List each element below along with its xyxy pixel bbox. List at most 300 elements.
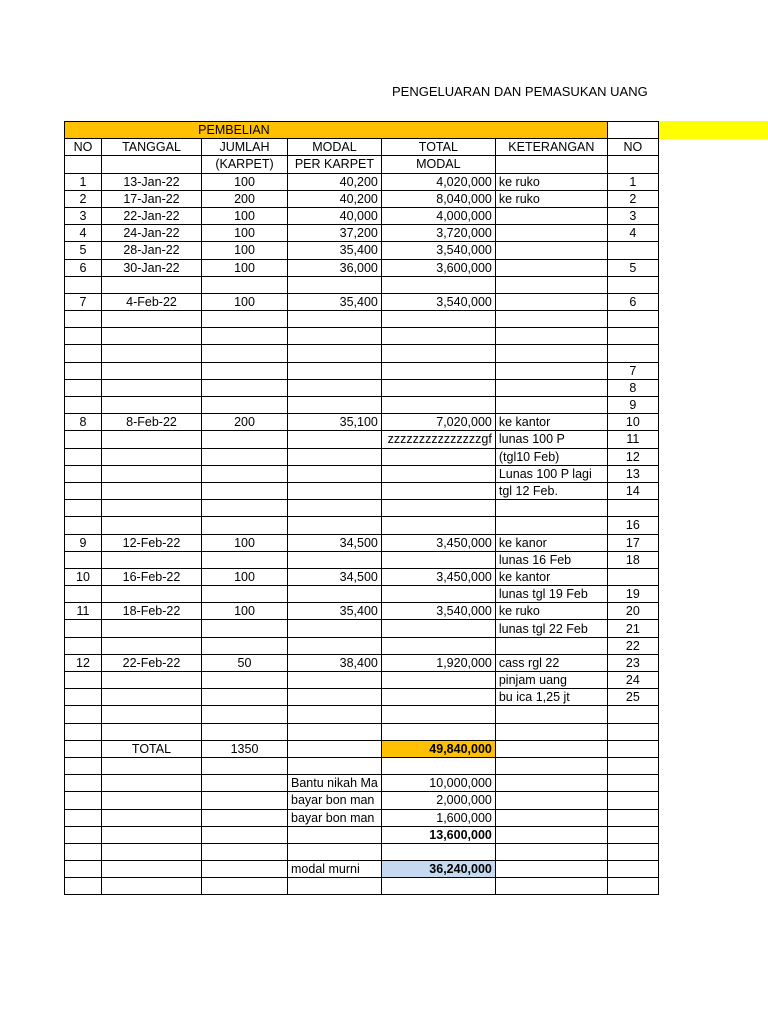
cell-no-2[interactable]: 13	[607, 465, 658, 482]
cell-total[interactable]: 4,000,000	[381, 207, 495, 224]
cell-jumlah[interactable]	[202, 448, 288, 465]
cell-keterangan[interactable]: lunas tgl 22 Feb	[495, 620, 607, 637]
cell-no-2[interactable]: 19	[607, 586, 658, 603]
cell-total[interactable]	[381, 517, 495, 534]
summary-label[interactable]	[288, 757, 382, 774]
cell-modal[interactable]	[288, 276, 382, 293]
cell-no[interactable]: 7	[65, 293, 102, 310]
cell-no[interactable]	[65, 448, 102, 465]
cell-keterangan[interactable]	[495, 276, 607, 293]
cell-no-2[interactable]: 11	[607, 431, 658, 448]
summary-label[interactable]: bayar bon man	[288, 809, 382, 826]
empty-cell[interactable]	[607, 757, 658, 774]
empty-cell[interactable]	[202, 861, 288, 878]
cell-no[interactable]	[65, 328, 102, 345]
cell-jumlah[interactable]	[202, 397, 288, 414]
header-jumlah[interactable]: JUMLAH	[202, 139, 288, 156]
cell-no-2[interactable]	[607, 276, 658, 293]
empty-cell[interactable]	[607, 861, 658, 878]
cell-no[interactable]	[65, 362, 102, 379]
summary-label[interactable]: modal murni	[288, 861, 382, 878]
cell-no[interactable]	[65, 276, 102, 293]
empty-cell[interactable]	[102, 792, 202, 809]
empty-cell[interactable]	[607, 740, 658, 757]
cell-no[interactable]	[65, 620, 102, 637]
cell-jumlah[interactable]	[202, 551, 288, 568]
empty-cell[interactable]	[202, 826, 288, 843]
cell-no-2[interactable]: 3	[607, 207, 658, 224]
cell-keterangan[interactable]	[495, 723, 607, 740]
cell-tanggal[interactable]	[102, 362, 202, 379]
cell-no-2[interactable]: 1	[607, 173, 658, 190]
cell-no[interactable]: 6	[65, 259, 102, 276]
cell-modal[interactable]	[288, 672, 382, 689]
summary-value[interactable]: 13,600,000	[381, 826, 495, 843]
cell-total[interactable]	[381, 551, 495, 568]
cell-total[interactable]	[381, 689, 495, 706]
cell-no-2[interactable]: 8	[607, 379, 658, 396]
cell-total[interactable]: 3,720,000	[381, 225, 495, 242]
cell-modal[interactable]	[288, 500, 382, 517]
cell-modal[interactable]: 34,500	[288, 534, 382, 551]
cell-no-2[interactable]: 18	[607, 551, 658, 568]
cell-keterangan[interactable]	[495, 637, 607, 654]
cell-modal[interactable]	[288, 345, 382, 362]
empty-cell[interactable]	[202, 809, 288, 826]
summary-value[interactable]: 36,240,000	[381, 861, 495, 878]
empty-cell[interactable]	[607, 843, 658, 860]
cell-jumlah[interactable]	[202, 379, 288, 396]
cell-tanggal[interactable]	[102, 328, 202, 345]
empty-cell[interactable]	[607, 775, 658, 792]
empty-cell[interactable]	[65, 757, 102, 774]
cell-modal[interactable]	[288, 586, 382, 603]
cell-no-2[interactable]: 20	[607, 603, 658, 620]
cell-no[interactable]: 4	[65, 225, 102, 242]
empty-cell[interactable]	[65, 826, 102, 843]
cell-no-2[interactable]: 22	[607, 637, 658, 654]
cell-jumlah[interactable]	[202, 328, 288, 345]
cell-total[interactable]: 3,540,000	[381, 293, 495, 310]
cell-total[interactable]	[381, 276, 495, 293]
header2-jumlah[interactable]: (KARPET)	[202, 156, 288, 173]
cell-no-2[interactable]: 10	[607, 414, 658, 431]
cell-no-2[interactable]: 25	[607, 689, 658, 706]
cell-tanggal[interactable]	[102, 551, 202, 568]
cell-total[interactable]: 8,040,000	[381, 190, 495, 207]
cell-keterangan[interactable]: lunas 16 Feb	[495, 551, 607, 568]
empty-cell[interactable]	[102, 809, 202, 826]
cell-no-2[interactable]	[607, 500, 658, 517]
cell-modal[interactable]	[288, 723, 382, 740]
empty-cell[interactable]	[102, 757, 202, 774]
empty-cell[interactable]	[202, 757, 288, 774]
cell-modal[interactable]	[288, 397, 382, 414]
cell-total[interactable]: 1,920,000	[381, 654, 495, 671]
header-tanggal[interactable]: TANGGAL	[102, 139, 202, 156]
cell-tanggal[interactable]: 4-Feb-22	[102, 293, 202, 310]
cell-total[interactable]	[381, 379, 495, 396]
cell-modal[interactable]: 35,400	[288, 293, 382, 310]
cell-total[interactable]	[381, 672, 495, 689]
cell-jumlah[interactable]: 100	[202, 242, 288, 259]
cell-total[interactable]: 3,600,000	[381, 259, 495, 276]
empty-cell[interactable]	[495, 775, 607, 792]
cell-no[interactable]: 12	[65, 654, 102, 671]
cell-modal[interactable]	[288, 517, 382, 534]
header-no[interactable]: NO	[65, 139, 102, 156]
header2-no-2[interactable]	[607, 156, 658, 173]
cell-keterangan[interactable]: ke kanor	[495, 534, 607, 551]
empty-cell[interactable]	[607, 122, 658, 139]
cell-no-2[interactable]	[607, 706, 658, 723]
cell-tanggal[interactable]: 13-Jan-22	[102, 173, 202, 190]
header-total[interactable]: TOTAL	[381, 139, 495, 156]
cell-no[interactable]	[65, 551, 102, 568]
cell-jumlah[interactable]	[202, 500, 288, 517]
cell-keterangan[interactable]: ke ruko	[495, 603, 607, 620]
cell-total[interactable]: 7,020,000	[381, 414, 495, 431]
cell-tanggal[interactable]: 16-Feb-22	[102, 568, 202, 585]
empty-cell[interactable]	[607, 792, 658, 809]
empty-cell[interactable]	[202, 775, 288, 792]
cell-tanggal[interactable]: 22-Feb-22	[102, 654, 202, 671]
cell-tanggal[interactable]	[102, 345, 202, 362]
cell-no-2[interactable]: 9	[607, 397, 658, 414]
cell-modal[interactable]: 40,200	[288, 173, 382, 190]
cell-total[interactable]	[381, 586, 495, 603]
cell-no[interactable]	[65, 723, 102, 740]
cell-modal[interactable]: 37,200	[288, 225, 382, 242]
cell-keterangan[interactable]: ke ruko	[495, 190, 607, 207]
cell-no-2[interactable]: 24	[607, 672, 658, 689]
cell-tanggal[interactable]	[102, 482, 202, 499]
header2-total[interactable]: MODAL	[381, 156, 495, 173]
empty-cell[interactable]	[65, 792, 102, 809]
cell-tanggal[interactable]: 22-Jan-22	[102, 207, 202, 224]
cell-tanggal[interactable]: 17-Jan-22	[102, 190, 202, 207]
empty-cell[interactable]	[102, 861, 202, 878]
empty-cell[interactable]	[102, 878, 202, 895]
empty-cell[interactable]	[288, 740, 382, 757]
cell-jumlah[interactable]	[202, 482, 288, 499]
cell-tanggal[interactable]: 12-Feb-22	[102, 534, 202, 551]
cell-tanggal[interactable]	[102, 672, 202, 689]
cell-jumlah[interactable]	[202, 637, 288, 654]
cell-no[interactable]	[65, 397, 102, 414]
empty-cell[interactable]	[495, 861, 607, 878]
cell-modal[interactable]: 34,500	[288, 568, 382, 585]
cell-tanggal[interactable]	[102, 465, 202, 482]
cell-jumlah[interactable]: 100	[202, 568, 288, 585]
cell-no-2[interactable]	[607, 242, 658, 259]
cell-modal[interactable]	[288, 362, 382, 379]
cell-no[interactable]: 1	[65, 173, 102, 190]
summary-label[interactable]	[288, 843, 382, 860]
empty-cell[interactable]	[495, 740, 607, 757]
cell-total[interactable]: 3,540,000	[381, 603, 495, 620]
summary-label[interactable]: Bantu nikah Ma	[288, 775, 382, 792]
empty-cell[interactable]	[495, 809, 607, 826]
cell-keterangan[interactable]	[495, 259, 607, 276]
empty-cell[interactable]	[495, 826, 607, 843]
empty-cell[interactable]	[65, 861, 102, 878]
header-no-2[interactable]: NO	[607, 139, 658, 156]
cell-keterangan[interactable]: ke kantor	[495, 414, 607, 431]
cell-total[interactable]	[381, 723, 495, 740]
cell-no-2[interactable]	[607, 311, 658, 328]
cell-jumlah[interactable]: 100	[202, 207, 288, 224]
cell-total[interactable]	[381, 465, 495, 482]
cell-keterangan[interactable]	[495, 500, 607, 517]
empty-cell[interactable]	[607, 878, 658, 895]
cell-no[interactable]: 11	[65, 603, 102, 620]
cell-jumlah[interactable]	[202, 431, 288, 448]
cell-total[interactable]	[381, 448, 495, 465]
cell-total[interactable]	[381, 620, 495, 637]
cell-total[interactable]	[381, 311, 495, 328]
cell-tanggal[interactable]	[102, 723, 202, 740]
empty-cell[interactable]	[102, 843, 202, 860]
cell-no-2[interactable]	[607, 328, 658, 345]
cell-no[interactable]: 8	[65, 414, 102, 431]
empty-cell[interactable]	[65, 878, 102, 895]
cell-no-2[interactable]: 12	[607, 448, 658, 465]
cell-jumlah[interactable]: 100	[202, 293, 288, 310]
cell-tanggal[interactable]: 30-Jan-22	[102, 259, 202, 276]
cell-jumlah[interactable]	[202, 345, 288, 362]
cell-no[interactable]	[65, 345, 102, 362]
cell-jumlah[interactable]	[202, 276, 288, 293]
empty-cell[interactable]	[495, 843, 607, 860]
empty-cell[interactable]	[607, 809, 658, 826]
cell-jumlah[interactable]	[202, 465, 288, 482]
cell-no-2[interactable]: 23	[607, 654, 658, 671]
cell-tanggal[interactable]: 28-Jan-22	[102, 242, 202, 259]
total-label[interactable]: TOTAL	[102, 740, 202, 757]
header-keterangan[interactable]: KETERANGAN	[495, 139, 607, 156]
header2-no[interactable]	[65, 156, 102, 173]
cell-no[interactable]	[65, 689, 102, 706]
summary-value[interactable]	[381, 757, 495, 774]
summary-value[interactable]	[381, 878, 495, 895]
empty-cell[interactable]	[65, 843, 102, 860]
cell-modal[interactable]	[288, 431, 382, 448]
cell-no-2[interactable]: 21	[607, 620, 658, 637]
cell-total[interactable]	[381, 362, 495, 379]
cell-keterangan[interactable]: lunas tgl 19 Feb	[495, 586, 607, 603]
cell-jumlah[interactable]: 100	[202, 259, 288, 276]
cell-no[interactable]	[65, 672, 102, 689]
cell-jumlah[interactable]	[202, 689, 288, 706]
cell-tanggal[interactable]	[102, 637, 202, 654]
cell-total[interactable]: 3,540,000	[381, 242, 495, 259]
cell-tanggal[interactable]	[102, 397, 202, 414]
summary-label[interactable]	[288, 878, 382, 895]
cell-jumlah[interactable]	[202, 362, 288, 379]
cell-jumlah[interactable]: 200	[202, 414, 288, 431]
cell-tanggal[interactable]: 8-Feb-22	[102, 414, 202, 431]
cell-jumlah[interactable]: 100	[202, 534, 288, 551]
empty-cell[interactable]	[102, 826, 202, 843]
cell-total[interactable]	[381, 397, 495, 414]
empty-cell[interactable]	[102, 775, 202, 792]
cell-total[interactable]	[381, 328, 495, 345]
cell-total[interactable]	[381, 637, 495, 654]
cell-modal[interactable]: 35,100	[288, 414, 382, 431]
cell-jumlah[interactable]	[202, 517, 288, 534]
cell-total[interactable]	[381, 482, 495, 499]
cell-keterangan[interactable]	[495, 328, 607, 345]
cell-keterangan[interactable]	[495, 225, 607, 242]
cell-no[interactable]: 9	[65, 534, 102, 551]
total-amount[interactable]: 49,840,000	[381, 740, 495, 757]
cell-jumlah[interactable]	[202, 672, 288, 689]
cell-modal[interactable]: 36,000	[288, 259, 382, 276]
cell-modal[interactable]: 40,200	[288, 190, 382, 207]
cell-keterangan[interactable]: cass rgl 22	[495, 654, 607, 671]
header2-modal[interactable]: PER KARPET	[288, 156, 382, 173]
cell-tanggal[interactable]	[102, 586, 202, 603]
cell-no-2[interactable]	[607, 345, 658, 362]
empty-cell[interactable]	[495, 878, 607, 895]
cell-tanggal[interactable]: 24-Jan-22	[102, 225, 202, 242]
cell-total[interactable]: 4,020,000	[381, 173, 495, 190]
cell-tanggal[interactable]	[102, 311, 202, 328]
cell-no-2[interactable]: 6	[607, 293, 658, 310]
cell-keterangan[interactable]	[495, 293, 607, 310]
cell-tanggal[interactable]	[102, 500, 202, 517]
cell-tanggal[interactable]	[102, 448, 202, 465]
cell-modal[interactable]	[288, 448, 382, 465]
cell-jumlah[interactable]: 50	[202, 654, 288, 671]
cell-jumlah[interactable]	[202, 706, 288, 723]
header2-keterangan[interactable]	[495, 156, 607, 173]
cell-keterangan[interactable]: lunas 100 P	[495, 431, 607, 448]
empty-cell[interactable]	[65, 809, 102, 826]
cell-keterangan[interactable]	[495, 362, 607, 379]
cell-modal[interactable]	[288, 328, 382, 345]
cell-tanggal[interactable]	[102, 689, 202, 706]
empty-cell[interactable]	[202, 792, 288, 809]
summary-value[interactable]	[381, 843, 495, 860]
summary-value[interactable]: 1,600,000	[381, 809, 495, 826]
cell-tanggal[interactable]	[102, 379, 202, 396]
cell-total[interactable]: zzzzzzzzzzzzzzzgf	[381, 431, 495, 448]
cell-total[interactable]: 3,450,000	[381, 534, 495, 551]
cell-tanggal[interactable]	[102, 276, 202, 293]
cell-jumlah[interactable]	[202, 620, 288, 637]
cell-no-2[interactable]: 17	[607, 534, 658, 551]
empty-cell[interactable]	[202, 843, 288, 860]
cell-no[interactable]: 10	[65, 568, 102, 585]
summary-label[interactable]	[288, 826, 382, 843]
cell-modal[interactable]	[288, 551, 382, 568]
empty-cell[interactable]	[495, 792, 607, 809]
cell-keterangan[interactable]	[495, 207, 607, 224]
cell-no[interactable]	[65, 500, 102, 517]
cell-no[interactable]	[65, 465, 102, 482]
cell-keterangan[interactable]: tgl 12 Feb.	[495, 482, 607, 499]
cell-keterangan[interactable]	[495, 242, 607, 259]
cell-jumlah[interactable]	[202, 723, 288, 740]
cell-total[interactable]	[381, 706, 495, 723]
cell-keterangan[interactable]: (tgl10 Feb)	[495, 448, 607, 465]
cell-jumlah[interactable]: 100	[202, 225, 288, 242]
cell-modal[interactable]	[288, 379, 382, 396]
cell-no-2[interactable]: 5	[607, 259, 658, 276]
cell-no[interactable]: 5	[65, 242, 102, 259]
cell-tanggal[interactable]	[102, 620, 202, 637]
cell-tanggal[interactable]: 18-Feb-22	[102, 603, 202, 620]
cell-tanggal[interactable]	[102, 706, 202, 723]
cell-jumlah[interactable]	[202, 586, 288, 603]
cell-no-2[interactable]	[607, 568, 658, 585]
cell-no[interactable]	[65, 482, 102, 499]
cell-keterangan[interactable]: ke kantor	[495, 568, 607, 585]
cell-no-2[interactable]: 2	[607, 190, 658, 207]
cell-modal[interactable]	[288, 311, 382, 328]
cell-modal[interactable]: 40,000	[288, 207, 382, 224]
empty-cell[interactable]	[202, 878, 288, 895]
cell-no[interactable]	[65, 379, 102, 396]
summary-value[interactable]: 2,000,000	[381, 792, 495, 809]
cell-total[interactable]	[381, 345, 495, 362]
cell-modal[interactable]: 35,400	[288, 242, 382, 259]
cell-keterangan[interactable]: Lunas 100 P lagi	[495, 465, 607, 482]
cell-no-2[interactable]: 7	[607, 362, 658, 379]
cell-no[interactable]	[65, 517, 102, 534]
cell-keterangan[interactable]: pinjam uang	[495, 672, 607, 689]
cell-modal[interactable]: 35,400	[288, 603, 382, 620]
cell-modal[interactable]	[288, 465, 382, 482]
header-modal[interactable]: MODAL	[288, 139, 382, 156]
cell-no-2[interactable]: 4	[607, 225, 658, 242]
cell-no-2[interactable]: 16	[607, 517, 658, 534]
cell-keterangan[interactable]: ke ruko	[495, 173, 607, 190]
cell-no[interactable]	[65, 706, 102, 723]
cell-no[interactable]: 2	[65, 190, 102, 207]
cell-no-2[interactable]: 14	[607, 482, 658, 499]
cell-jumlah[interactable]: 100	[202, 603, 288, 620]
total-jumlah[interactable]: 1350	[202, 740, 288, 757]
cell-jumlah[interactable]: 200	[202, 190, 288, 207]
cell-no[interactable]	[65, 311, 102, 328]
cell-total[interactable]: 3,450,000	[381, 568, 495, 585]
header2-tanggal[interactable]	[102, 156, 202, 173]
cell-no[interactable]	[65, 637, 102, 654]
cell-total[interactable]	[381, 500, 495, 517]
cell-keterangan[interactable]	[495, 311, 607, 328]
cell-jumlah[interactable]	[202, 311, 288, 328]
cell-keterangan[interactable]	[495, 517, 607, 534]
cell-tanggal[interactable]	[102, 517, 202, 534]
empty-cell[interactable]	[65, 775, 102, 792]
cell-no[interactable]: 3	[65, 207, 102, 224]
cell-no[interactable]	[65, 586, 102, 603]
cell-keterangan[interactable]	[495, 345, 607, 362]
cell-no[interactable]	[65, 431, 102, 448]
summary-label[interactable]: bayar bon man	[288, 792, 382, 809]
cell-modal[interactable]: 38,400	[288, 654, 382, 671]
cell-jumlah[interactable]: 100	[202, 173, 288, 190]
cell-modal[interactable]	[288, 706, 382, 723]
cell-no-2[interactable]	[607, 723, 658, 740]
cell-keterangan[interactable]	[495, 379, 607, 396]
empty-cell[interactable]	[65, 740, 102, 757]
empty-cell[interactable]	[607, 826, 658, 843]
section-label-cell[interactable]	[65, 122, 608, 139]
